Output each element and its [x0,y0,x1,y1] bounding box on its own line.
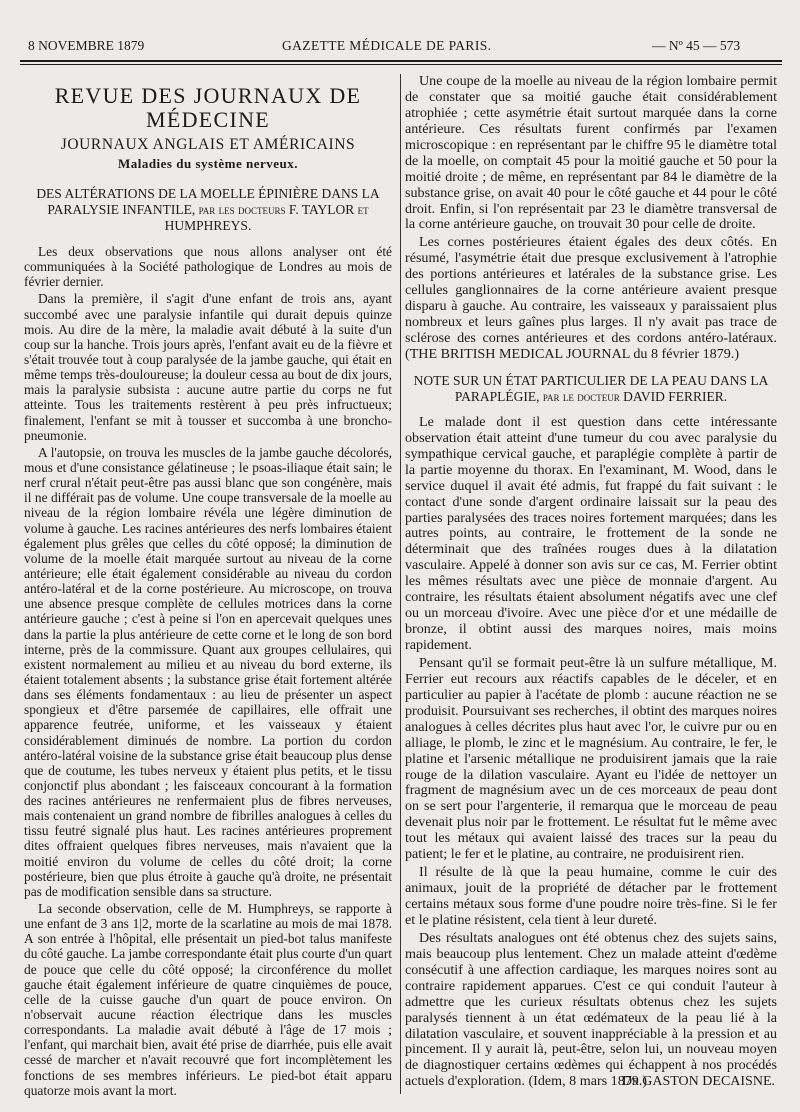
section-subtitle-2: Maladies du système nerveux. [117,156,299,171]
article-title-ferrier: NOTE SUR UN ÉTAT PARTICULIER DE LA PEAU DANS LA PARAPLÉGIE, par le docteur DAVID FERRIER. [413,372,769,404]
right-paragraph: Il résulte de là que la peau humaine, comme le cuir des animaux, jouit de la propriété de détacher par le frottement certains métaux sous forme d'une poudre noire très-fine. Si le fer et le platine résistent, cela tient à leur dureté. [405,864,777,928]
right-paragraph: Pensant qu'il se formait peut-être là un sulfure métallique, M. Ferrier eut recours aux réactifs capables de le déceler, et en particulier au papier à l'acétate de plomb : aucune réaction ne se produisit. Poursuivant ses recherches, il obtint des marques noires analogues à celles décrites plus haut avec l'or, le cuivre pur ou en alliage, le plomb, le zinc et le magnésium. Au contraire, le fer, le platine et l'arsenic métallique ne produisirent jamais que la raie rouge de la dilation vasculaire. Ayant eu l'idée de nettoyer un fragment de magnésium avec un de ces morceaux de peau dont on se sert pour l'argenterie, il remarqua que le morceau de peau devenait plus noir par le frottement. Le résultat fut le même avec tout les métaux qui avaient laissé des traces sur la peau du patient; le fer et le platine, au contraire, ne produisirent rien. [405,654,777,863]
right-column [405,74,777,1090]
header-date: 8 NOVEMBRE 1879 [28,38,145,53]
right-paragraph: Les cornes postérieures étaient égales des deux côtés. En résumé, l'asymétrie était due presque exclusivement à l'atrophie des portions antérieures et latérales de la substance grise. Les cellules ganglionnaires de la corne antérieure avaient presque disparu à gauche. Au contraire, les vaisseaux y paraissaient plus nombreux et leurs gaînes plus larges. Il n'y avait pas trace de sclérose des cornes antérieures et des cordons antéro-latéraux. (THE BRITISH MEDICAL JOURNAL du 8 février 1879.) [405,234,777,362]
header-rule-thick [20,60,782,62]
left-paragraph: La seconde observation, celle de M. Humphreys, se rapporte à une enfant de 3 ans 1|2, morte de la scarlatine au mois de mai 1878. A son entrée à l'hôpital, elle présentait un pied-bot talus manifeste du côté gauche. La jambe correspondante était plus courte d'un quart de pouce que celle du côté opposé; la circonférence du mollet gauche était également inférieure de quatre cinquièmes de pouce, celle de la cuisse gauche d'un quart de pouce environ. On n'observait aucune réaction électrique dans les muscles correspondants. La maladie avait débuté à l'âge de 17 mois ; l'enfant, qui marchait bien, avait été prise de diarrhée, puis elle avait cessé de marcher et n'avait recouvré que fort incomplètement les fonctions de ses membres inférieurs. Le pied-bot était apparu quatorze mois avant la mort. [24,901,392,1098]
column-divider [400,74,401,1094]
header-number: — Nº 45 — 573 [652,38,741,53]
section-subtitle: JOURNAUX ANGLAIS ET AMÉRICAINS [60,136,356,153]
header-title: GAZETTE MÉDICALE DE PARIS. [282,38,492,53]
author-signature: Dr GASTON DECAISNE. [621,1074,775,1090]
right-paragraph: Des résultats analogues ont été obtenus chez des sujets sains, mais beaucoup plus lentement. Chez un malade atteint d'œdème consécutif à une affection cardiaque, les marques noires sont au contraire rapidement apparues. C'est ce qui conduit l'auteur à admettre que les curieux résultats obtenus chez les sujets paralysés tiennent à un état œdémateux de la peau lié à la dilatation vasculaire, et souvent inappréciable à la pression et au pincement. Il y aurait là, peut-être, selon lui, un nouveau moyen de diagnostiquer certains œdèmes qui échappent à nos procédés actuels d'exploration. (Idem, 8 mars 1879.) [405,929,777,1090]
left-paragraph: Les deux observations que nous allons analyser ont été communiquées à la Société pathologique de Londres au mois de février dernier. [24,244,392,290]
header-rule-thin [20,64,782,65]
right-paragraph: Une coupe de la moelle au niveau de la région lombaire permit de constater que sa moitié gauche était considérablement atrophiée ; cette asymétrie était surtout marquée dans la corne antérieure. Ces résultats furent confirmés par l'examen microscopique : en représentant par le chiffre 95 le diamètre total de la moelle, on comptait 45 pour la moitié gauche et 50 pour la moitié droite ; de même, en représentant par 84 le diamètre de la substance grise, on avait 40 pour le côté gauche et 44 pour le côté droit. Enfin, si l'on représentait par 23 le diamètre transversal de la corne antérieure gauche, on trouvait 30 pour celle de droite. [405,73,777,233]
section-title: REVUE DES JOURNAUX DE MÉDECINE [54,83,362,132]
left-column [24,74,392,1098]
left-paragraph: Dans la première, il s'agit d'une enfant de trois ans, ayant succombé avec une paralysie infantile qui durait depuis quinze mois. Au dire de la mère, la maladie avait débuté à la suite d'un coup sur la hanche. Trois jours après, l'enfant avait eu de la fièvre et s'était trouvée tout à coup paralysée de la jambe gauche, qui était en même temps très-douloureuse; la douleur cessa au bout de dix jours, mais la paralysie subsista : aucune autre partie du corps ne fut atteinte. Tous les traitements restèrent à peu près infructueux; finalement, l'enfant se mit à tousser et succomba à une broncho-pneumonie. [24,291,392,443]
left-paragraph: A l'autopsie, on trouva les muscles de la jambe gauche décolorés, mous et d'une consistance gélatineuse ; le psoas-iliaque était sain; le nerf crural n'était peut-être pas aussi blanc que son congénère, mais il ne différait pas de volume. Une coupe transversale de la moelle au niveau de la région lombaire révéla une légère diminution de volume à gauche. Les racines antérieures des nerfs lombaires étaient également plus grêles que celles du côté opposé; la diminution de volume de la moelle était marquée surtout au niveau de la corne antérieure; elle était également considérable au niveau du cordon antéro-latéral et de la corne postérieure. Au microscope, on trouva une absence presque complète de cellules motrices dans la corne antérieure gauche ; c'est à peine si l'on en apercevait quelques unes dans la partie la plus antérieure de cette corne et le long de son bord interne, près de la commissure. Quant aux groupes cellulaires, qui existent normalement au milieu et au niveau du bord externe, ils étaient totalement absents ; la substance grise était fortement altérée dans ses éléments fondamentaux : au lieu de présenter un aspect spongieux et d'être parsemée de capillaires, elle offrait une apparence feutrée, uniforme, et les vaisseaux y étaient considérablement diminués de nombre. La portion du cordon antéro-latéral voisine de la substance grise était beaucoup plus dense que de coutume, les tubes nerveux y étaient plus petits, et le tissu conjonctif plus abondant ; les faisceaux concourant à la formation des racines antérieures ne renfermaient plus de fibres nerveuses, mais contenaient un grand nombre de fibrilles analogues à celles du tissu feutré signalé plus haut. Les racines antérieures proprement dites offraient quelques fibres nerveuses, mais n'avaient que la moitié environ du volume de celles du côté droit; la corne postérieure, bien que plus étroite à gauche qu'à droite, ne présentait pas de modification sensible dans sa structure. [24,444,392,899]
article-title-taylor: DES ALTÉRATIONS DE LA MOELLE ÉPINIÈRE DANS LA PARALYSIE INFANTILE, par les docteurs F. TAYLOR et HUMPHREYS. [36,186,380,233]
right-paragraph: Le malade dont il est question dans cette intéressante observation était atteint d'une tumeur du cou avec paralysie du sympathique cervical gauche, et paraplégie complète à partir de la partie moyenne du thorax. En l'examinant, M. Wood, dans le service duquel il avait été admis, fut frappé du fait suivant : le contact d'une sonde d'argent ordinaire laissait sur la peau des parties paralysées des traces noires fortement marquées; dans les autres points, au contraire, le frottement de la sonde ne déterminait que des traînées rouges dues à la dilatation vasculaire. Appelé à donner son avis sur ce cas, M. Ferrier obtint les mêmes résultats avec une pièce de monnaie d'argent. Au contraire, les résultats étaient absolument négatifs avec une clef ou un morceau d'ivoire. Avec une pièce d'or et une médaille de bronze, il obtint aussi des marques noires, mais moins rapidement. [405,413,777,653]
